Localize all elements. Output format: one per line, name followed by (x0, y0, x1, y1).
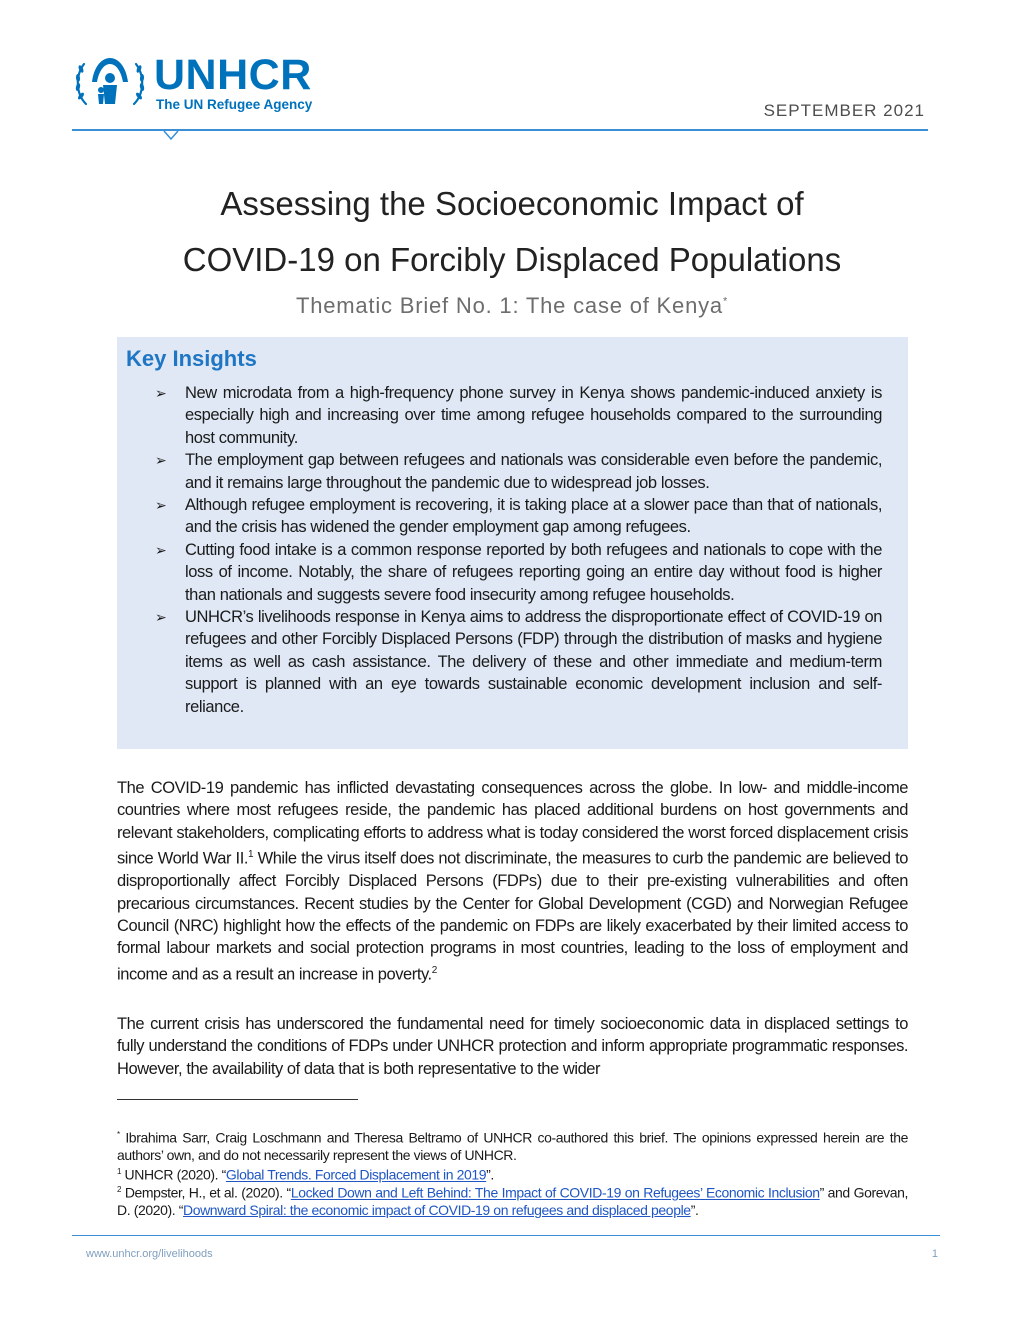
footnote-mark-2: 2 (117, 1185, 122, 1194)
footnote-mark-1: 1 (117, 1167, 122, 1176)
footnote-2-suffix: ”. (690, 1202, 699, 1219)
insight-text: Cutting food intake is a common response reported by both refugees and nationals to cope with the loss of income. Notably, the share of refugees reporting going an entire day without food is higher than nationals and suggests severe food insecurity among refugee households. (185, 540, 882, 604)
key-insights-heading: Key Insights (126, 346, 257, 371)
brand-tagline: The UN Refugee Agency (156, 97, 313, 112)
footnote-1-link[interactable]: Global Trends. Forced Displacement in 2019 (225, 1166, 487, 1183)
body-paragraph-2: The current crisis has underscored the fundamental need for timely socioeconomic data in displaced settings to fully understand the conditions of FDPs under UNHCR protection and inform appropriate programmatic responses. However, the availability of data that is both representative to the wider (117, 1015, 908, 1078)
para1-text-b: While the virus itself does not discriminate, the measures to curb the pandemic are believed to disproportionally affect Forcibly Displaced Persons (FDPs) due to their pre-existing vulnerabilities and often precarious circumstances. Recent studies by the Center for Global Development (CGD) and Norwegian Refugee Council (NRC) highlight how the effects of the pandemic on FDPs are likely exacerbated by their limited access to formal labour markets and social protection programs in most countries, leading to the loss of employment and income and as a result an increase in poverty. (117, 849, 908, 984)
document-subtitle (0, 293, 1024, 319)
para1-text-a: The COVID-19 pandemic has inflicted devastating consequences across the globe. In low- and middle-income countries where most refugees reside, the pandemic has placed additional burdens on host governments and relevant stakeholders, complicating efforts to address what is today considered the worst forced displacement crisis since World War II. (117, 779, 908, 868)
footnote-authors-text: Ibrahima Sarr, Craig Loschmann and Theresa Beltramo of UNHCR co-authored this brief. The opinions expressed herein are the authors’ own, and do not necessarily represent the views of UNHCR. (117, 1129, 908, 1164)
footnote-ref-2[interactable]: 2 (431, 964, 437, 976)
unhcr-logo (72, 52, 342, 114)
title-line-2: COVID-19 on Forcibly Displaced Populations (182, 241, 842, 278)
footnote-2-middle: ” and Gorevan, D. (2020). “ (117, 1184, 908, 1219)
body-paragraph-1 (117, 777, 908, 986)
footnote-mark-star: * (117, 1130, 120, 1139)
arrowhead-bullet-icon: ➢ (155, 385, 167, 401)
insight-item (155, 494, 882, 539)
arrowhead-bullet-icon: ➢ (155, 452, 167, 469)
insight-text: Although refugee employment is recovering, it is taking place at a slower pace than that of nationals, and the crisis has widened the gender employment gap among refugees. (185, 496, 882, 537)
footnote-1-suffix: ”. (486, 1166, 494, 1183)
footnote-1-prefix: UNHCR (2020). “ (121, 1166, 226, 1183)
unhcr-emblem-icon (72, 52, 148, 114)
footnote-2 (117, 1181, 908, 1220)
footnote-2-link-2[interactable]: Downward Spiral: the economic impact of COVID-19 on refugees and displaced people (183, 1202, 691, 1219)
footnote-2-prefix: Dempster, H., et al. (2020). “ (121, 1184, 291, 1201)
header-notch-icon (163, 130, 179, 142)
header-divider (72, 129, 928, 131)
insight-item (155, 539, 882, 606)
header-date: SEPTEMBER 2021 (763, 101, 925, 120)
title-line-1: Assessing the Socioeconomic Impact of (220, 185, 804, 222)
insight-item (155, 449, 882, 494)
footnote-ref-1[interactable]: 1 (247, 849, 254, 861)
arrowhead-bullet-icon: ➢ (155, 497, 167, 514)
subtitle-footnote-mark: * (722, 295, 729, 308)
brand-name: UNHCR (154, 51, 312, 99)
footer-divider (72, 1235, 940, 1236)
insight-item (155, 382, 882, 449)
insight-item (155, 606, 882, 718)
footnote-2-link-1[interactable]: Locked Down and Left Behind: The Impact of COVID-19 on Refugees’ Economic Inclusion (290, 1184, 820, 1201)
insight-text: The employment gap between refugees and nationals was considerable even before the pandemic, and it remains large throughout the pandemic due to widespread job losses. (185, 451, 882, 492)
arrowhead-bullet-icon: ➢ (155, 541, 167, 558)
footer-url[interactable]: www.unhcr.org/livelihoods (86, 1248, 213, 1260)
footnote-divider (117, 1099, 358, 1100)
document-title (0, 176, 1024, 288)
footnote-authors (117, 1126, 908, 1165)
page-number: 1 (931, 1248, 938, 1260)
subtitle-text: Thematic Brief No. 1: The case of Kenya (295, 293, 723, 318)
insight-text: New microdata from a high-frequency phone survey in Kenya shows pandemic-induced anxiety is especially high and increasing over time among refugee households compared to the surrounding host community. (185, 384, 882, 447)
arrowhead-bullet-icon: ➢ (155, 609, 167, 626)
key-insights-list (155, 382, 882, 718)
insight-text: UNHCR’s livelihoods response in Kenya aims to address the disproportionate effect of COVID-19 on refugees and other Forcibly Displaced Persons (FDP) through the distribution of masks and hygiene items as well as cash assistance. The delivery of these and other immediate and medium-term support is planned with an eye towards sustainable economic development inclusion and self-reliance. (185, 608, 882, 716)
